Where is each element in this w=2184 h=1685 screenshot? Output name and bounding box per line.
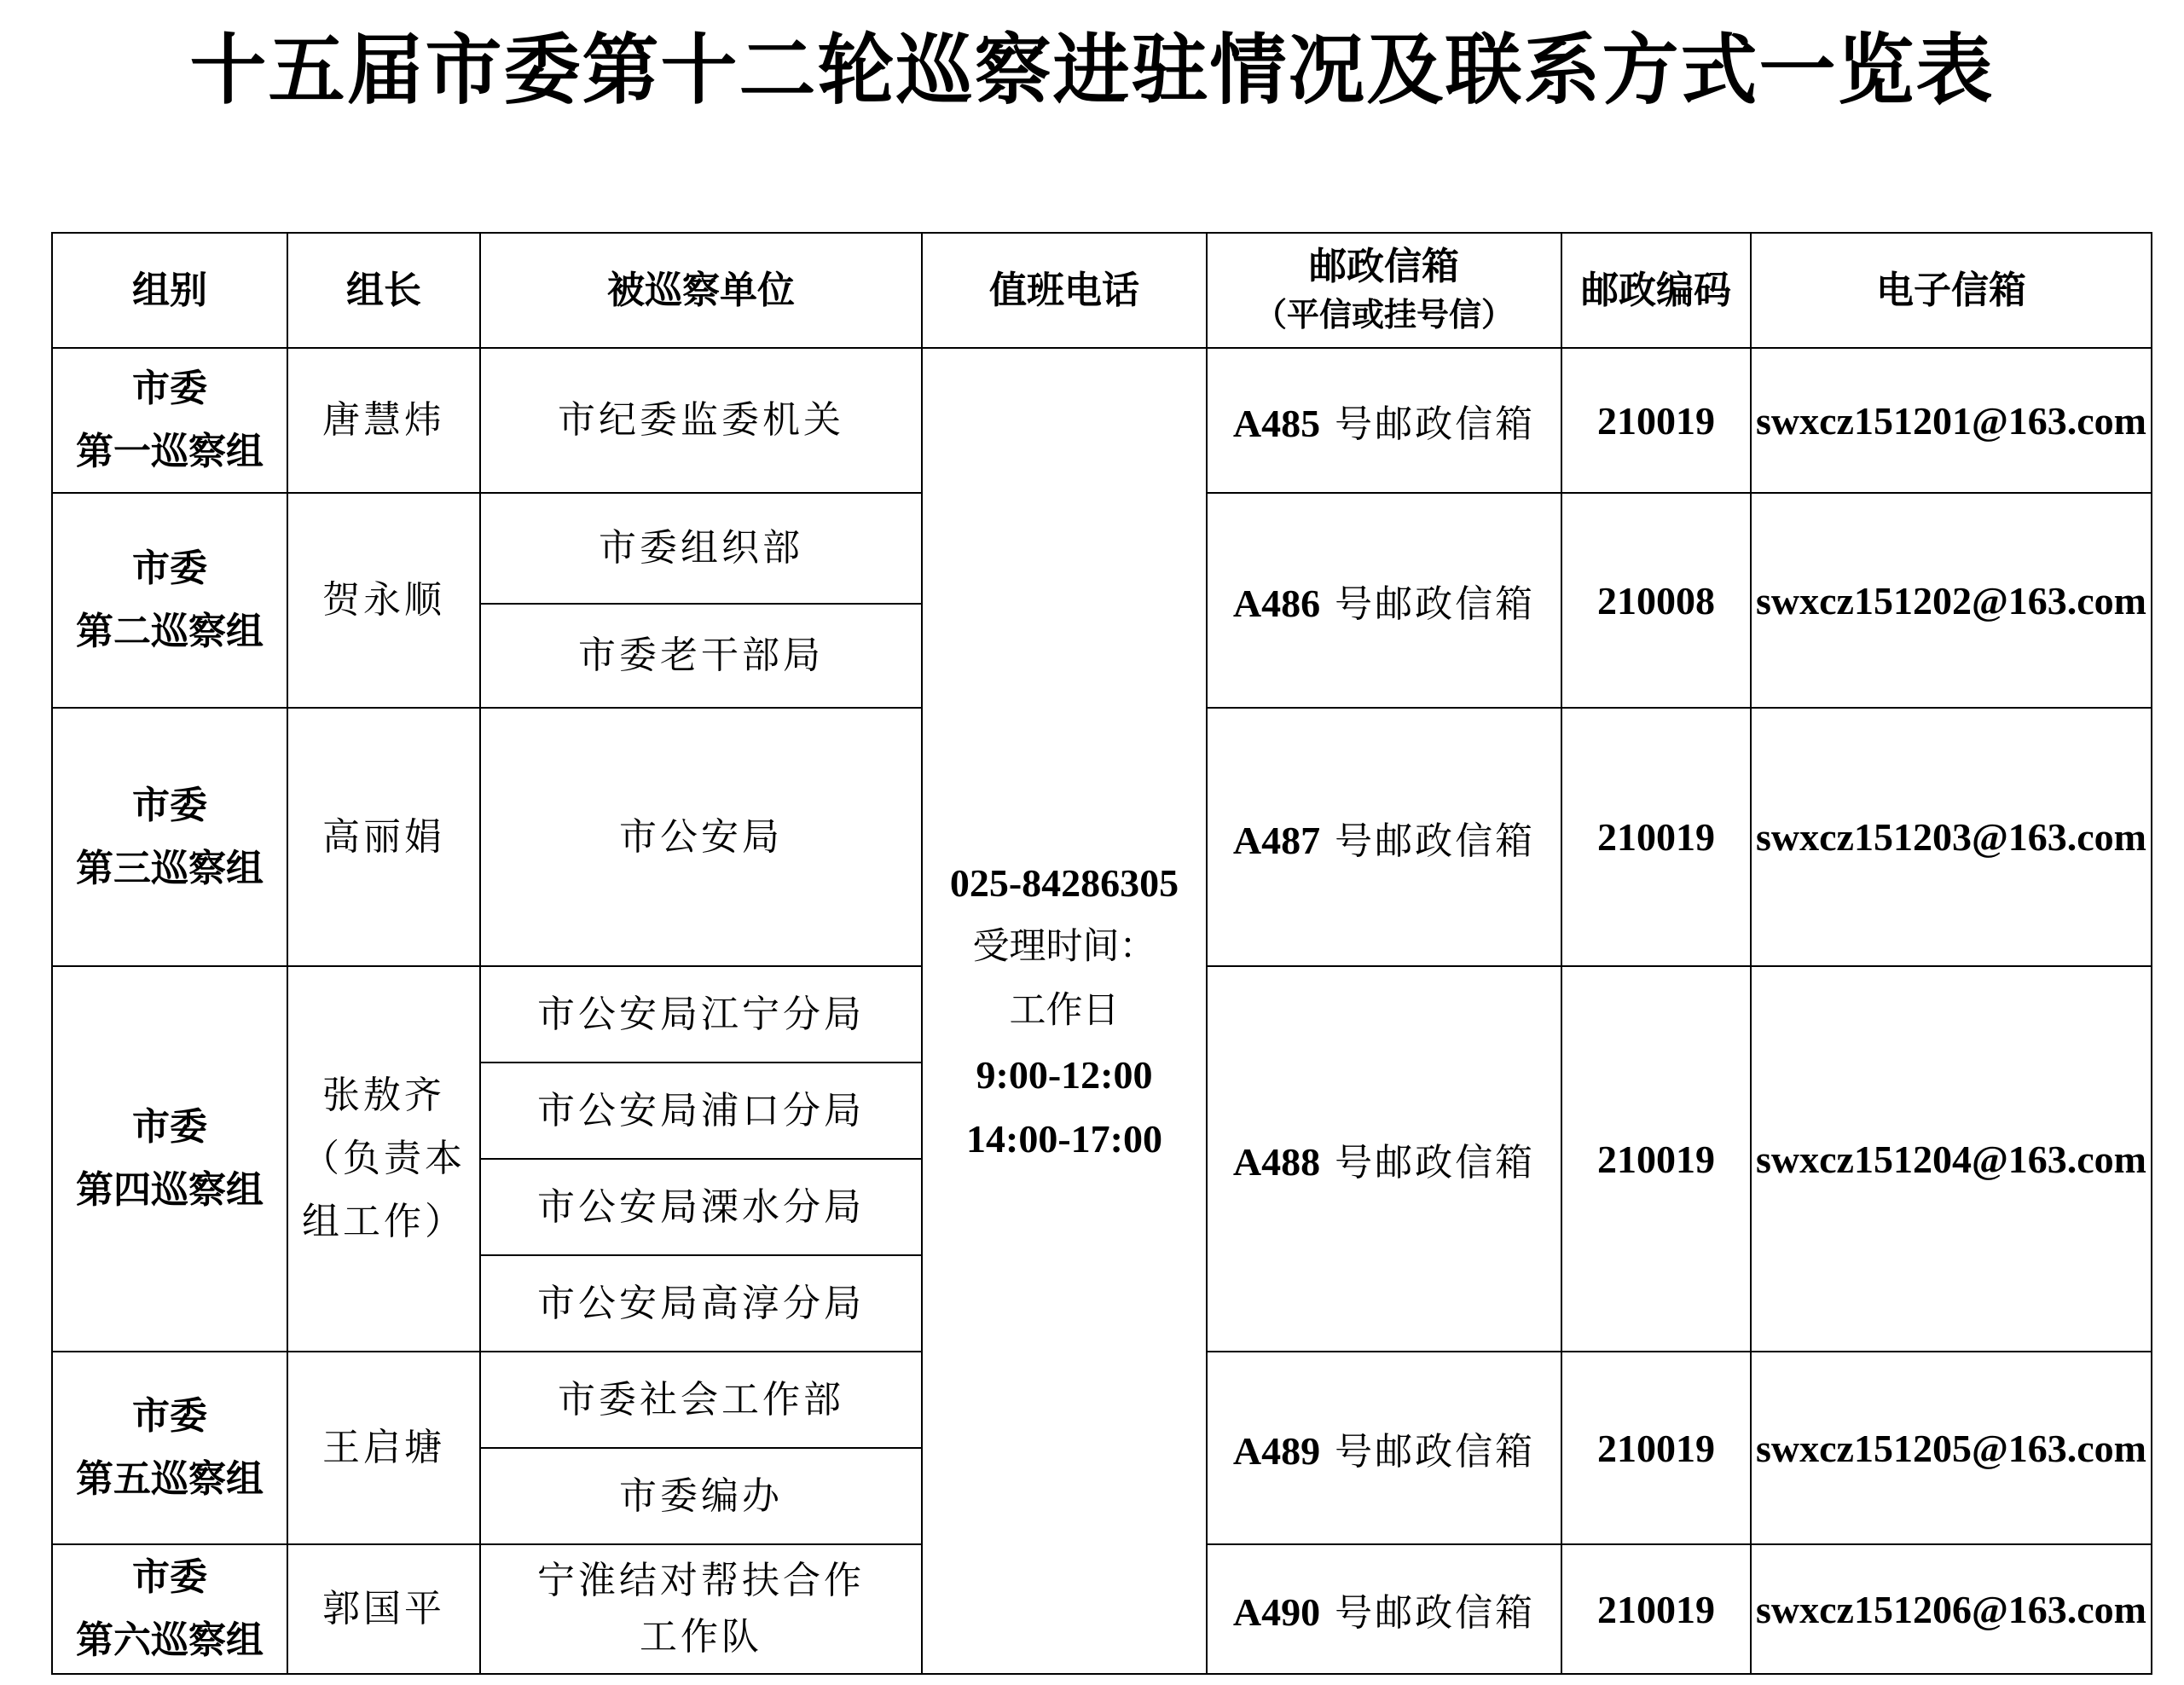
phone-cell — [922, 348, 1207, 1674]
mailbox-cell — [1207, 1544, 1561, 1674]
email-cell[interactable]: swxcz151201@163.com — [1751, 348, 2152, 493]
mailbox-cell — [1207, 708, 1561, 966]
postcode-cell: 210019 — [1561, 1352, 1751, 1544]
inspection-table — [51, 232, 2152, 1675]
leader-cell: 高丽娟 — [287, 708, 480, 966]
mailbox-code: A488 — [1232, 1140, 1321, 1184]
unit-cell: 市公安局高淳分局 — [480, 1255, 922, 1352]
phone-hours-label: 受理时间： — [972, 925, 1156, 968]
page-title: 十五届市委第十二轮巡察进驻情况及联系方式一览表 — [189, 25, 1995, 115]
mailbox-suffix: 号邮政信箱 — [1335, 1591, 1536, 1635]
email-cell[interactable]: swxcz151204@163.com — [1751, 966, 2152, 1352]
phone-morning: 9:00-12:00 — [976, 1053, 1153, 1097]
mailbox-cell — [1207, 966, 1561, 1352]
phone-number: 025-84286305 — [949, 861, 1179, 905]
mailbox-suffix: 号邮政信箱 — [1335, 819, 1536, 863]
mailbox-code: A485 — [1232, 402, 1321, 445]
mailbox-suffix: 号邮政信箱 — [1335, 402, 1536, 446]
email-cell[interactable]: swxcz151202@163.com — [1751, 493, 2152, 708]
group-line2: 第一巡察组 — [76, 430, 264, 473]
email-cell[interactable]: swxcz151205@163.com — [1751, 1352, 2152, 1544]
header-postcode: 邮政编码 — [1561, 233, 1751, 348]
leader-cell: 唐慧炜 — [287, 348, 480, 493]
group-cell — [52, 493, 287, 708]
header-mailbox — [1207, 233, 1561, 348]
email-cell[interactable]: swxcz151206@163.com — [1751, 1544, 2152, 1674]
header-mailbox-main: 邮政信箱 — [1309, 244, 1459, 288]
unit-cell: 市公安局江宁分局 — [480, 966, 922, 1063]
leader-cell — [287, 966, 480, 1352]
group-line1: 市委 — [132, 1555, 207, 1599]
group-line1: 市委 — [132, 367, 207, 410]
group-line1: 市委 — [132, 783, 207, 827]
leader-cell: 王启塘 — [287, 1352, 480, 1544]
mailbox-cell — [1207, 1352, 1561, 1544]
header-phone: 值班电话 — [922, 233, 1207, 348]
phone-days: 工作日 — [1009, 989, 1120, 1032]
postcode-cell: 210019 — [1561, 966, 1751, 1352]
group-line1: 市委 — [132, 1105, 207, 1149]
mailbox-suffix: 号邮政信箱 — [1335, 582, 1536, 626]
group-line2: 第三巡察组 — [76, 846, 264, 890]
group-line1: 市委 — [132, 1394, 207, 1438]
leader-cell: 贺永顺 — [287, 493, 480, 708]
mailbox-suffix: 号邮政信箱 — [1335, 1430, 1536, 1474]
unit-cell: 市公安局 — [480, 708, 922, 966]
group-line2: 第四巡察组 — [76, 1168, 264, 1212]
header-email: 电子信箱 — [1751, 233, 2152, 348]
leader-cell: 郭国平 — [287, 1544, 480, 1674]
leader-note-line1: （负责本 — [302, 1137, 466, 1180]
table-row — [52, 348, 2152, 493]
group-cell — [52, 966, 287, 1352]
mailbox-code: A490 — [1232, 1590, 1321, 1634]
group-cell — [52, 348, 287, 493]
unit-line2: 工作队 — [640, 1615, 762, 1659]
group-line2: 第二巡察组 — [76, 610, 264, 653]
header-mailbox-sub: （平信或挂号信） — [1254, 294, 1514, 333]
mailbox-suffix: 号邮政信箱 — [1335, 1141, 1536, 1184]
unit-cell: 市纪委监委机关 — [480, 348, 922, 493]
unit-line1: 宁淮结对帮扶合作 — [537, 1559, 865, 1602]
mailbox-code: A487 — [1232, 818, 1321, 862]
unit-cell: 市委社会工作部 — [480, 1352, 922, 1448]
group-line2: 第五巡察组 — [76, 1457, 264, 1501]
phone-afternoon: 14:00-17:00 — [966, 1117, 1162, 1161]
header-group: 组别 — [52, 233, 287, 348]
leader-note-line2: 组工作） — [302, 1200, 466, 1243]
group-line1: 市委 — [132, 547, 207, 590]
mailbox-cell — [1207, 493, 1561, 708]
group-cell — [52, 708, 287, 966]
postcode-cell: 210019 — [1561, 708, 1751, 966]
unit-cell — [480, 1544, 922, 1674]
postcode-cell: 210008 — [1561, 493, 1751, 708]
postcode-cell: 210019 — [1561, 1544, 1751, 1674]
group-cell — [52, 1544, 287, 1674]
header-unit: 被巡察单位 — [480, 233, 922, 348]
unit-cell: 市委组织部 — [480, 493, 922, 604]
table-header-row — [52, 233, 2152, 348]
group-cell — [52, 1352, 287, 1544]
unit-cell: 市委编办 — [480, 1448, 922, 1544]
email-cell[interactable]: swxcz151203@163.com — [1751, 708, 2152, 966]
mailbox-cell — [1207, 348, 1561, 493]
unit-cell: 市公安局溧水分局 — [480, 1159, 922, 1255]
leader-name: 张敖齐 — [322, 1074, 445, 1117]
header-leader: 组长 — [287, 233, 480, 348]
postcode-cell: 210019 — [1561, 348, 1751, 493]
mailbox-code: A486 — [1232, 582, 1321, 625]
unit-cell: 市委老干部局 — [480, 604, 922, 708]
group-line2: 第六巡察组 — [76, 1618, 264, 1662]
mailbox-code: A489 — [1232, 1429, 1321, 1473]
unit-cell: 市公安局浦口分局 — [480, 1063, 922, 1159]
